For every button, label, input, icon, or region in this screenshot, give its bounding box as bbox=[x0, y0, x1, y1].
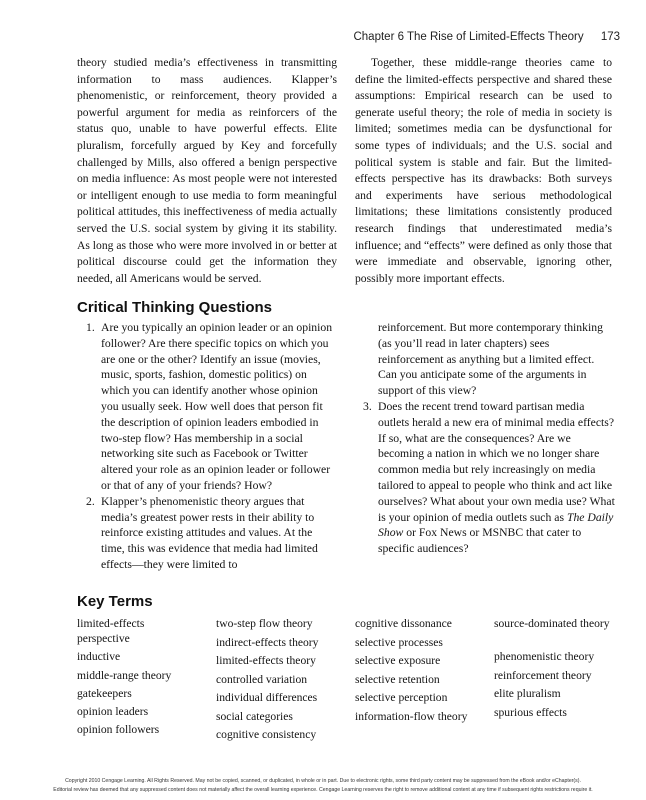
body-column-left bbox=[77, 55, 337, 287]
body-column-right bbox=[355, 55, 612, 287]
key-term: reinforcement theory bbox=[494, 668, 592, 682]
question-number: 1. bbox=[86, 321, 95, 334]
key-term: individual differences bbox=[216, 691, 318, 704]
key-term: selective processes bbox=[355, 635, 443, 649]
question-3-text-b: or Fox News or MSNBC that cater to specific audiences? bbox=[378, 526, 582, 556]
question-text bbox=[378, 400, 615, 555]
key-terms-column-1 bbox=[77, 617, 195, 738]
key-terms-column-2 bbox=[216, 617, 346, 743]
key-term: information-flow theory bbox=[355, 709, 468, 723]
key-term: inductive bbox=[77, 650, 121, 663]
key-term: opinion followers bbox=[77, 723, 160, 736]
key-term: spurious effects bbox=[494, 705, 567, 719]
question-2 bbox=[86, 494, 338, 573]
questions-column-left bbox=[86, 320, 338, 573]
key-term: selective retention bbox=[355, 672, 440, 686]
key-term: gatekeepers bbox=[77, 687, 132, 700]
question-number: 3. bbox=[363, 399, 372, 413]
question-3 bbox=[363, 399, 615, 557]
key-term: selective exposure bbox=[355, 654, 441, 667]
key-term: middle-range theory bbox=[77, 668, 172, 682]
key-term: limited-effects theory bbox=[216, 654, 316, 667]
questions-column-right bbox=[363, 320, 615, 557]
editorial-notice: Editorial review has deemed that any suppressed content does not materially affect the overall learning experience. Cengage Learning reserves the right to remove additional content at any time if subsequent rights restrictions require it. bbox=[53, 787, 593, 793]
key-term: selective perception bbox=[355, 691, 448, 704]
key-term: elite pluralism bbox=[494, 687, 561, 700]
key-term: phenomenistic theory bbox=[494, 650, 595, 663]
page-number: 173 bbox=[600, 31, 620, 43]
key-term: two-step flow theory bbox=[216, 617, 313, 630]
key-term: source-dominated theory bbox=[494, 617, 610, 630]
key-term: indirect-effects theory bbox=[216, 635, 319, 649]
paragraph-right: Together, these middle-range theories came to define the limited-effects perspective and shared these assumptions: Empirical research can be used to generate useful theory; the role of media in society is limited; sometimes media can be dysfunctional for some types of individuals; and the U.S. social and political system is stable and fair. But the limited-effects perspective has its drawbacks: Both surveys and experiments have serious methodological limitations; these limitations consistently produced research findings that underestimated media’s influence; and “effects” were defined as only those that were immediate and observable, ignoring other, possibly more important effects. bbox=[355, 56, 612, 285]
key-term: cognitive dissonance bbox=[355, 617, 452, 630]
question-text: Klapper’s phenomenistic theory argues that media’s greatest power rests in their ability to reinforce existing attitudes and values. At the time, this was evidence that media had limited effects—they were limited to bbox=[101, 494, 318, 571]
question-3-text-a: Does the recent trend toward partisan media outlets herald a new era of minimal media effects? If so, what are the consequences? Are we becoming a nation in which we no longer share common media but rely increasingly on media tailored to appeal to people who think and act like ourselves? What about your own media use? What is your opinion of media outlets such as bbox=[378, 399, 615, 524]
running-header bbox=[353, 31, 620, 43]
show-title: The Daily Show bbox=[378, 510, 614, 540]
key-terms-column-3 bbox=[355, 617, 475, 724]
chapter-title: Chapter 6 The Rise of Limited-Effects Theory bbox=[353, 31, 584, 43]
critical-thinking-heading: Critical Thinking Questions bbox=[77, 299, 273, 316]
paragraph-left: theory studied media’s effectiveness in transmitting information to mass audiences. Klapper’s phenomenistic, or reinforcement, theory provided a powerful argument for media as reinforcers of the status quo, unable to have powerful effects. Elite pluralism, forcefully argued by Key and forcefully challenged by Mills, also offered a benign perspective on media influence: As most people were not interested or intelligent enough to use media to form meaningful political attitudes, this ineffectiveness of media actually served the U.S. social system by giving it its stability. As long as those who were more involved in or better at political discourse could get the information they needed, all Americans would be served. bbox=[77, 56, 337, 285]
question-1 bbox=[86, 320, 338, 494]
question-number: 2. bbox=[86, 494, 95, 508]
key-term: social categories bbox=[216, 709, 293, 723]
key-terms-column-4 bbox=[494, 617, 619, 720]
key-term: limited-effects perspective bbox=[77, 617, 145, 645]
key-term: cognitive consistency bbox=[216, 728, 317, 741]
key-term: opinion leaders bbox=[77, 704, 149, 718]
question-2-continued: reinforcement. But more contemporary thinking (as you’ll read in later chapters) sees reinforcement as anything but a limited effect. Can you anticipate some of the arguments in support of this view? bbox=[378, 321, 603, 398]
copyright-notice: Copyright 2010 Cengage Learning. All Rights Reserved. May not be copied, scanned, or duplicated, in whole or in part. Due to electronic rights, some third party content may be suppressed from the eBook and/or eChapter(s). bbox=[65, 778, 581, 784]
key-term: controlled variation bbox=[216, 672, 308, 686]
question-text: Are you typically an opinion leader or an opinion follower? Are there specific topics on which you are one or the other? Identify an issue (movies, music, sports, fashion, domestic politics) on which you can identify another whose opinion you usually seek. How well does that person fit the description of opinion leaders embodied in two-step flow? Has membership in a social networking site such as Facebook or Twitter altered your role as an opinion leader or follower or that of any of your friends? How? bbox=[101, 321, 333, 492]
key-terms-heading: Key Terms bbox=[77, 593, 153, 610]
